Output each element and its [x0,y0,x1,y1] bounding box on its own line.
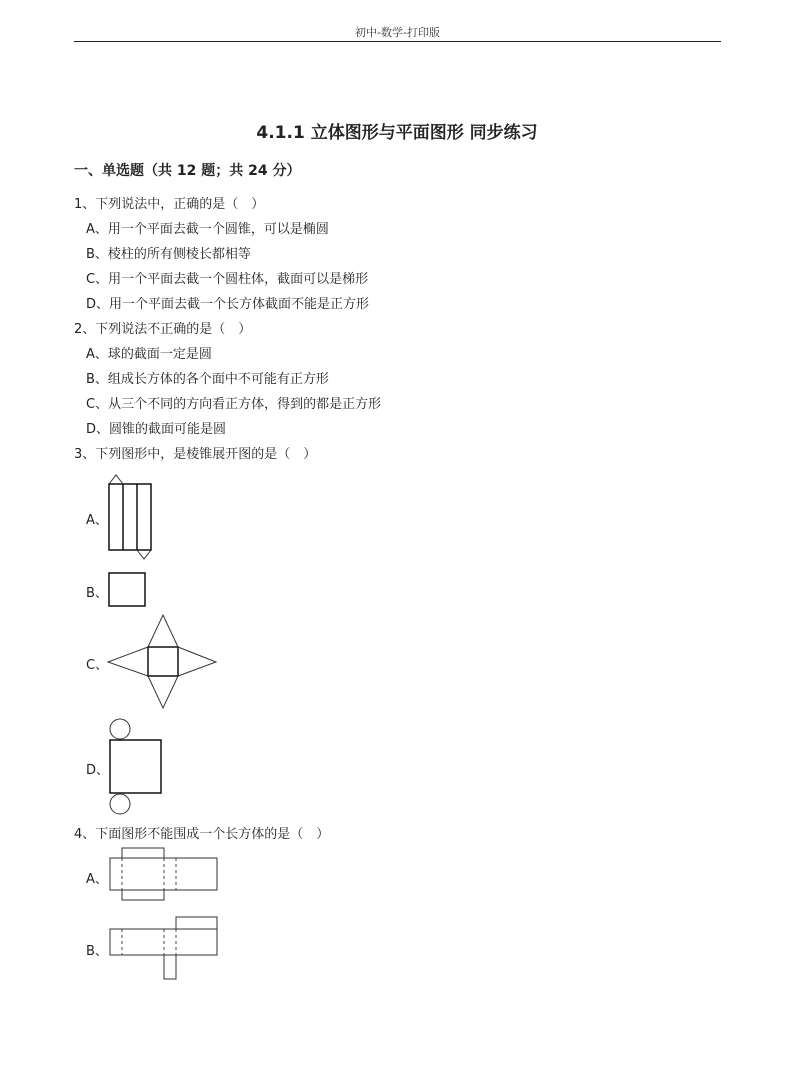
section-heading: 一、单选题（共 12 题；共 24 分） [74,163,301,179]
question-2-stem: 2、下列说法不正确的是（ ） [74,322,252,337]
question-3-option-c-label: C、 [86,658,109,673]
question-3-option-d-label: D、 [86,763,110,778]
header-divider [74,41,721,42]
question-1-option-a: A、用一个平面去截一个圆锥，可以是椭圆 [86,222,329,237]
question-1-option-d: D、用一个平面去截一个长方体截面不能是正方形 [86,297,370,312]
question-1-option-c: C、用一个平面去截一个圆柱体，截面可以是梯形 [86,272,369,287]
question-2-option-c: C、从三个不同的方向看正方体，得到的都是正方形 [86,397,382,412]
question-2-option-b: B、组成长方体的各个面中不可能有正方形 [86,372,329,387]
page-header: 初中-数学-打印版 [355,26,440,39]
cuboid-net-figure-a [108,846,220,904]
prism-net-figure [105,474,155,560]
square-figure [108,572,148,608]
cylinder-net-figure [108,717,164,817]
question-2-option-a: A、球的截面一定是圆 [86,347,212,362]
question-3-stem: 3、下列图形中，是棱锥展开图的是（ ） [74,447,317,462]
question-3-option-b-label: B、 [86,586,108,601]
question-2-option-d: D、圆锥的截面可能是圆 [86,422,227,437]
page-title: 4.1.1 立体图形与平面图形 同步练习 [256,123,538,143]
question-3-option-a-label: A、 [86,513,108,528]
cuboid-net-figure-b [108,915,220,981]
question-4-stem: 4、下面图形不能围成一个长方体的是（ ） [74,827,330,842]
pyramid-net-figure [106,614,218,710]
question-4-option-a-label: A、 [86,872,108,887]
question-4-option-b-label: B、 [86,944,108,959]
question-1-option-b: B、棱柱的所有侧棱长都相等 [86,247,251,262]
question-1-stem: 1、下列说法中，正确的是（ ） [74,197,265,212]
